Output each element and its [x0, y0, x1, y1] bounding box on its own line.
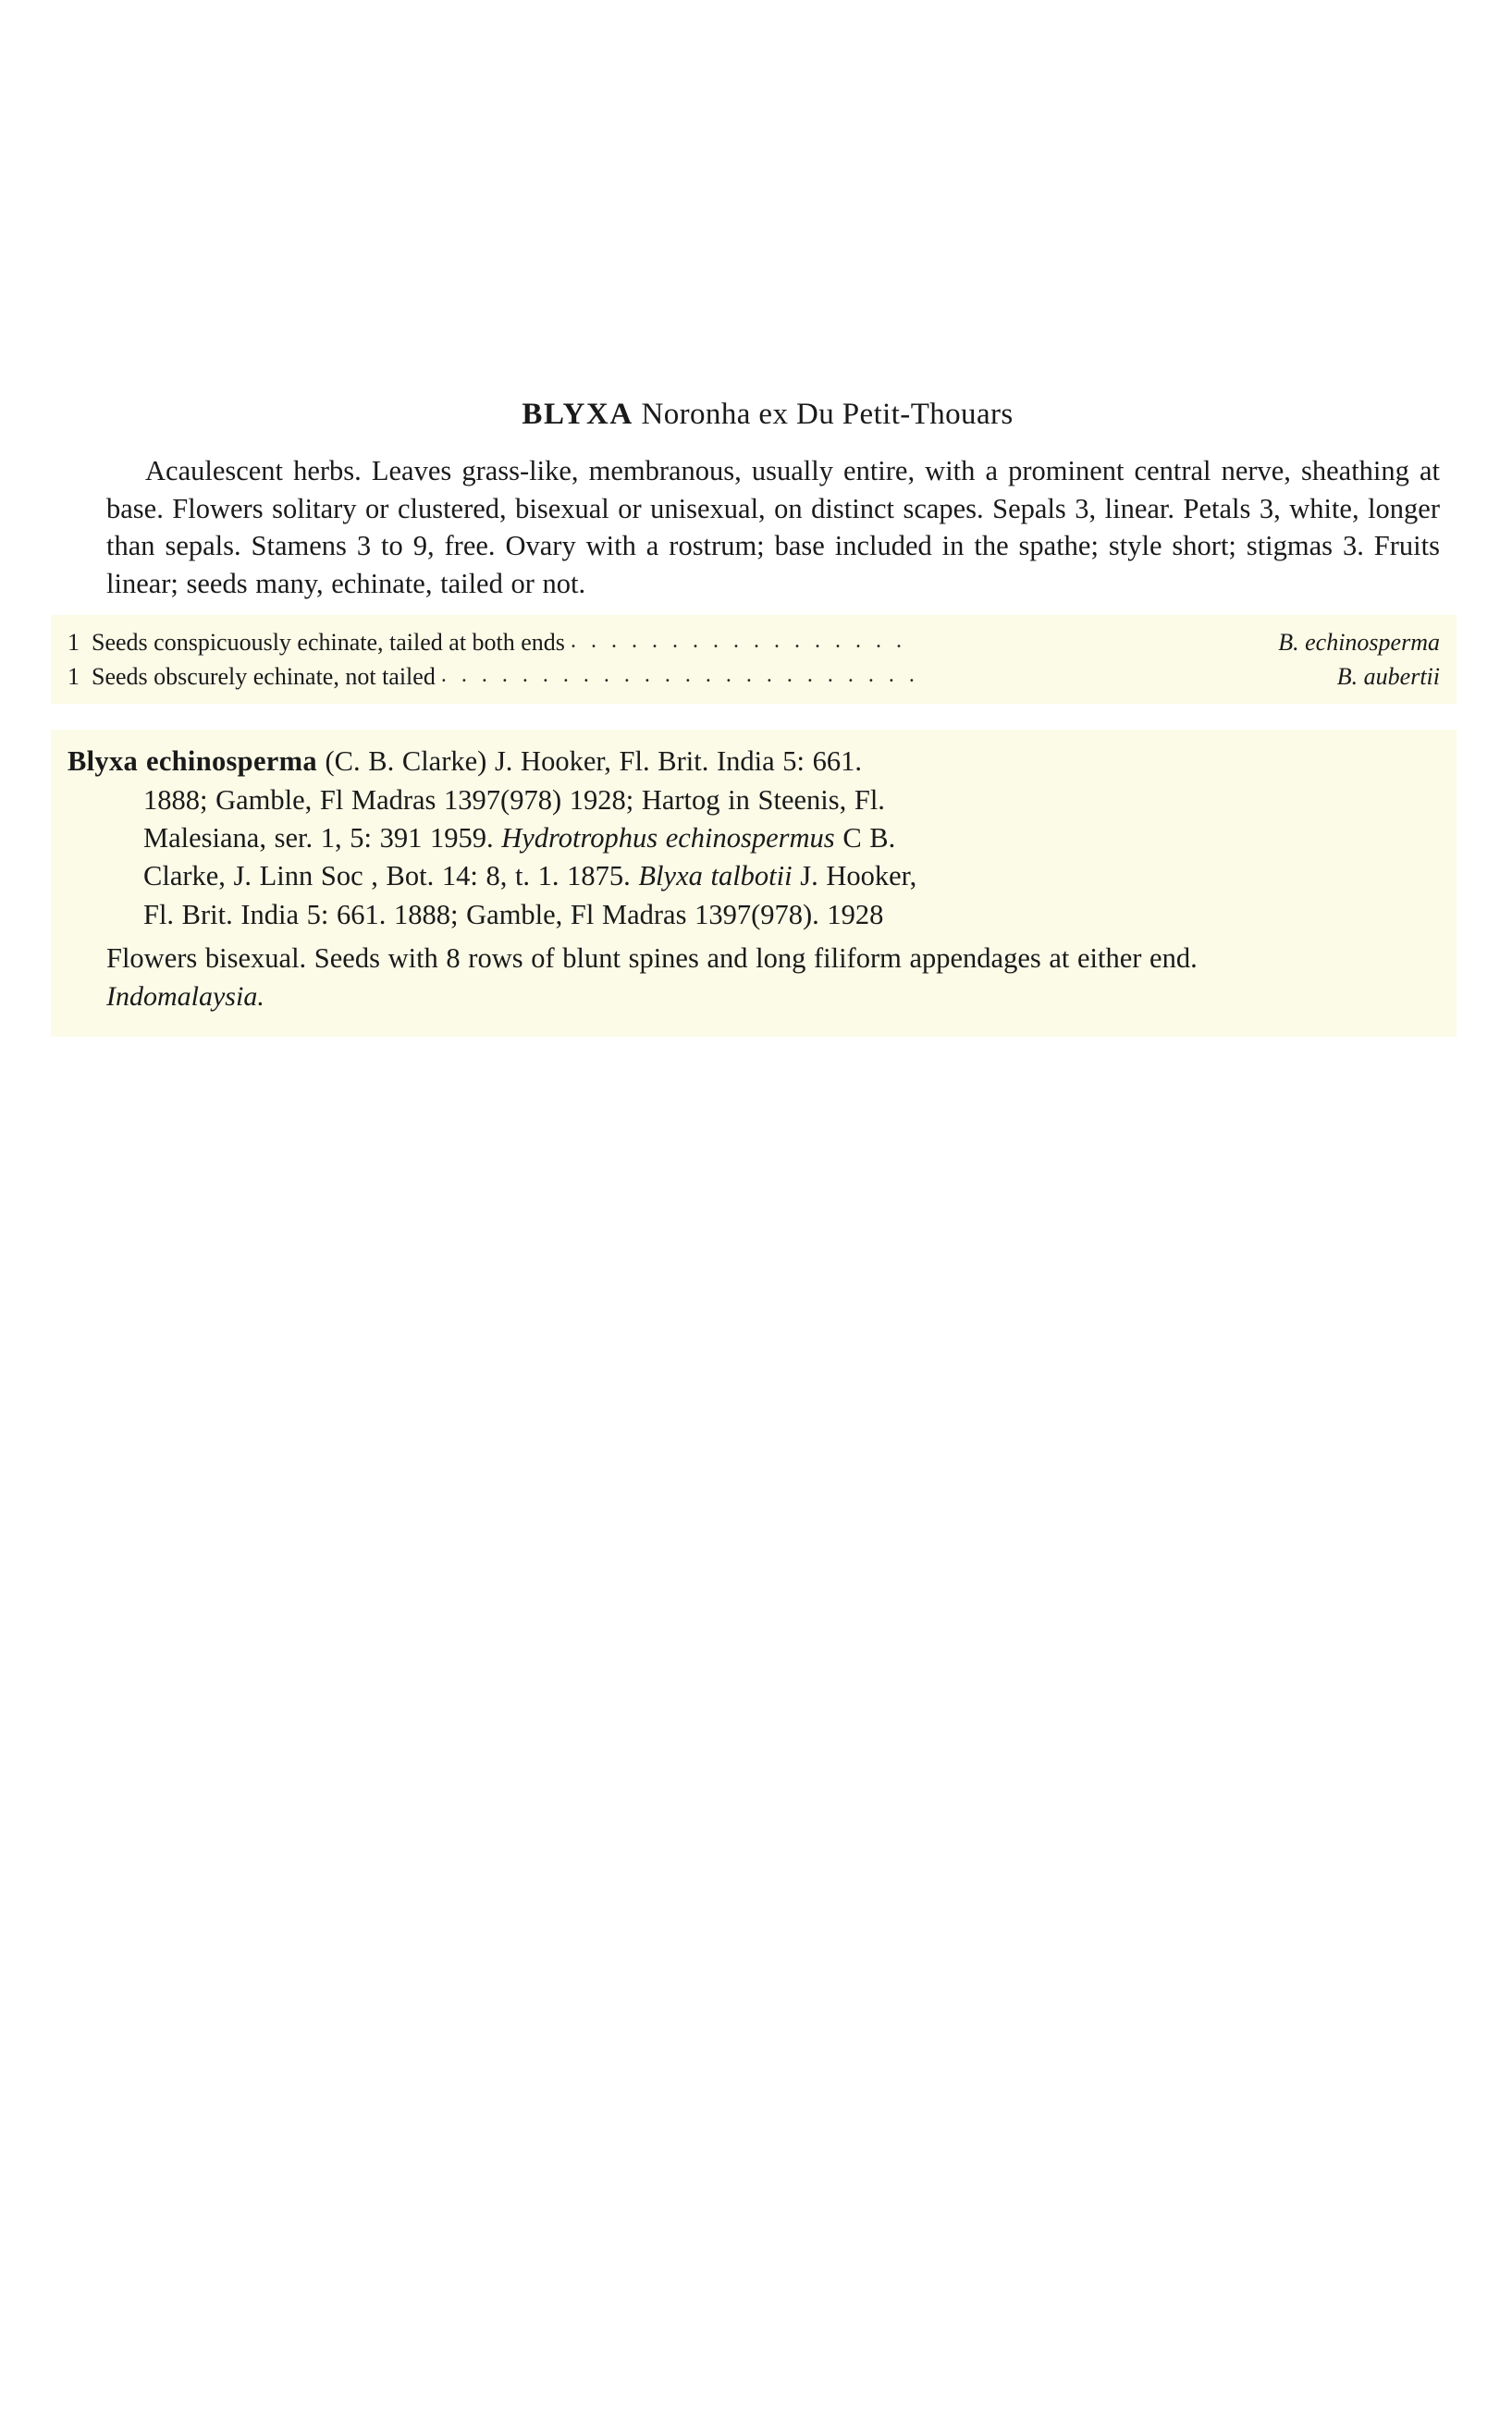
key-couplet-2 — [68, 660, 1440, 695]
key-lead-text: Seeds obscurely echinate, not tailed — [92, 663, 436, 691]
key-number: 1 — [68, 663, 80, 691]
species-notes — [68, 940, 1440, 977]
genus-author: Noronha ex Du Petit-Thouars — [641, 398, 1014, 431]
page-content — [51, 398, 1457, 1037]
species-citation-line-3: Malesiana, ser. 1, 5: 391 1959. — [143, 822, 502, 854]
species-distribution: Indomalaysia. — [106, 980, 264, 1012]
key-lead-text: Seeds conspicuously echinate, tailed at both ends — [92, 629, 565, 657]
species-entry — [68, 743, 1440, 934]
key-number: 1 — [68, 629, 80, 657]
genus-heading — [51, 398, 1457, 432]
species-citation-line-1: (C. B. Clarke) J. Hooker, Fl. Brit. India 5: 661. — [325, 745, 862, 778]
species-name: Blyxa echinosperma — [68, 745, 317, 778]
species-citation-line-4-tail: J. Hooker, — [792, 860, 917, 892]
species-notes-text: Flowers bisexual. Seeds with 8 rows of blunt spines and long filiform appendages at either end. — [106, 942, 1198, 975]
species-citation-line-3-tail: C B. — [834, 822, 896, 854]
key-couplet-1 — [68, 626, 1440, 660]
key-target-taxon: B. aubertii — [1336, 663, 1440, 691]
species-citation-line-5: Fl. Brit. India 5: 661. 1888; Gamble, Fl Madras 1397(978). 1928 — [143, 898, 884, 930]
species-citation-line-2: 1888; Gamble, Fl Madras 1397(978) 1928; Hartog in Steenis, Fl. — [143, 783, 885, 816]
genus-description — [51, 452, 1457, 602]
key-leader-dots: . . . . . . . . . . . . . . . . . . . . . . . . — [440, 663, 919, 688]
genus-description-text: Acaulescent herbs. Leaves grass-like, membranous, usually entire, with a prominent central nerve, sheathing at base. Flowers solitary or clustered, bisexual or unisexual, on distinct scapes. Sepals 3, linear. Petals 3, white, longer than sepals. Stamens 3 to 9, free. Ovary with a rostrum; base included in the spathe; style short; stigmas 3. Fruits linear; seeds many, echinate, tailed or not. — [106, 455, 1440, 599]
synonym-name-hydrotrophus: Hydrotrophus echinospermus — [501, 822, 835, 854]
species-entry-block — [51, 730, 1457, 1037]
identification-key — [51, 615, 1457, 704]
genus-name: BLYXA — [522, 398, 633, 431]
species-citation-line-4: Clarke, J. Linn Soc , Bot. 14: 8, t. 1. 1875. — [143, 860, 639, 892]
key-target-taxon: B. echinosperma — [1278, 629, 1440, 657]
key-leader-dots: . . . . . . . . . . . . . . . . . — [570, 629, 906, 654]
synonym-name-blyxa-talbotii: Blyxa talbotii — [638, 860, 793, 892]
